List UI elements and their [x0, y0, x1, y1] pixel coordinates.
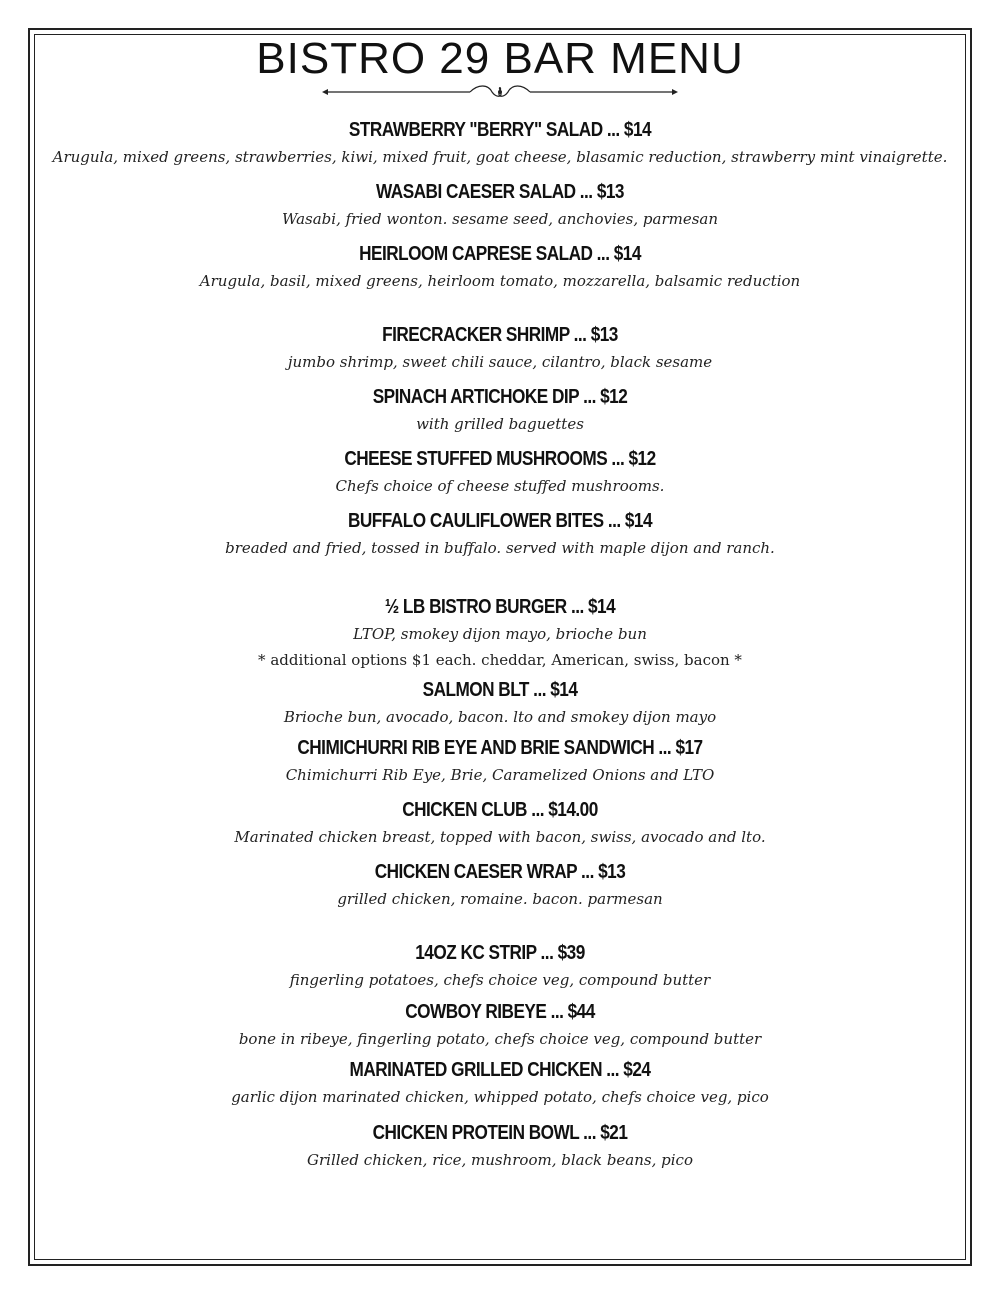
menu-item-name: WASABI CAESER SALAD ... $13: [376, 181, 624, 203]
menu-item-description: Arugula, mixed greens, strawberries, kiwi, mixed fruit, goat cheese, blasamic reduction, strawberry mint vinaigrette.: [52, 148, 948, 166]
menu-item-name: COWBOY RIBEYE ... $44: [405, 1001, 595, 1023]
menu-item-description: Grilled chicken, rice, mushroom, black beans, pico: [307, 1151, 693, 1169]
menu-item-description: breaded and fried, tossed in buffalo. served with maple dijon and ranch.: [225, 539, 775, 557]
menu-item-description: Brioche bun, avocado, bacon. lto and smokey dijon mayo: [283, 708, 717, 726]
menu-item-description: LTOP, smokey dijon mayo, brioche bun: [353, 625, 647, 643]
menu-item-name: 14OZ KC STRIP ... $39: [415, 942, 585, 964]
menu-item-name: MARINATED GRILLED CHICKEN ... $24: [349, 1059, 651, 1081]
ornamental-scroll-divider-icon: [320, 84, 680, 100]
menu-item-description: Chefs choice of cheese stuffed mushrooms.: [335, 477, 665, 495]
menu-item-name: SPINACH ARTICHOKE DIP ... $12: [372, 386, 628, 408]
menu-item-description: grilled chicken, romaine. bacon. parmesan: [337, 890, 663, 908]
menu-item-name: STRAWBERRY "BERRY" SALAD ... $14: [348, 119, 652, 141]
menu-item-description: Wasabi, fried wonton. sesame seed, anchovies, parmesan: [281, 210, 719, 228]
menu-item-name: CHICKEN CAESER WRAP ... $13: [374, 861, 626, 883]
menu-item-name: CHIMICHURRI RIB EYE AND BRIE SANDWICH ... $17: [297, 737, 703, 759]
menu-item-name: SALMON BLT ... $14: [422, 679, 578, 701]
menu-item-description: jumbo shrimp, sweet chili sauce, cilantro, black sesame: [287, 353, 713, 371]
menu-title: BISTRO 29 BAR MENU: [256, 34, 744, 83]
menu-item-name: FIRECRACKER SHRIMP ... $13: [382, 324, 618, 346]
menu-item-name: BUFFALO CAULIFLOWER BITES ... $14: [347, 510, 653, 532]
menu-item-description: fingerling potatoes, chefs choice veg, compound butter: [289, 971, 711, 989]
menu-item-description: Marinated chicken breast, topped with bacon, swiss, avocado and lto.: [234, 828, 766, 846]
menu-item-description: with grilled baguettes: [416, 415, 584, 433]
menu-item-name: CHEESE STUFFED MUSHROOMS ... $12: [344, 448, 656, 470]
menu-item-description: Chimichurri Rib Eye, Brie, Caramelized Onions and LTO: [285, 766, 715, 784]
menu-item-description: garlic dijon marinated chicken, whipped potato, chefs choice veg, pico: [231, 1088, 769, 1106]
menu-item-name: HEIRLOOM CAPRESE SALAD ... $14: [359, 243, 641, 265]
menu-item-name: CHICKEN PROTEIN BOWL ... $21: [372, 1122, 628, 1144]
menu-item-name: CHICKEN CLUB ... $14.00: [402, 799, 598, 821]
menu-item-note: * additional options $1 each. cheddar, American, swiss, bacon *: [258, 651, 742, 669]
menu-item-description: bone in ribeye, fingerling potato, chefs choice veg, compound butter: [238, 1030, 762, 1048]
menu-item-description: Arugula, basil, mixed greens, heirloom tomato, mozzarella, balsamic reduction: [199, 272, 801, 290]
menu-item-name: ½ LB BISTRO BURGER ... $14: [384, 596, 616, 618]
